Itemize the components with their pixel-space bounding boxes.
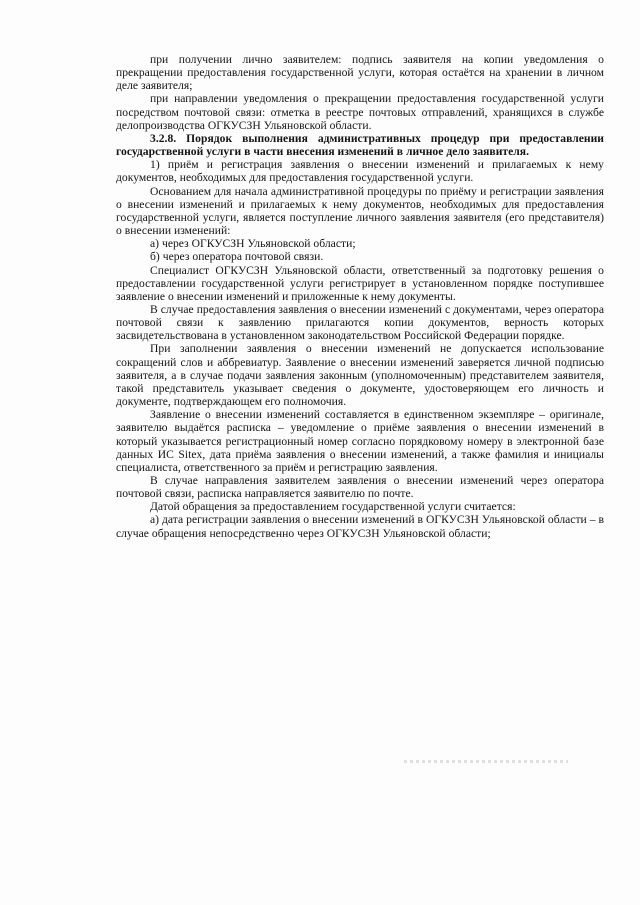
paragraph-receipt-signature: при получении лично заявителем: подпись заявителя на копии уведомления о прекращении предоставления государственной услуги, которая остаётся на хранении в личном деле заявителя;: [116, 53, 604, 93]
paragraph-postal-copies: В случае предоставления заявления о внесении изменений с документами, через оператора почтовой связи к заявлению прилагаются копии документов, верность которых засвидетельствована в установленном законодательством Российской Федерации порядке.: [116, 302, 604, 343]
paragraph-specialist: Специалист ОГКУСЗН Ульяновской области, ответственный за подготовку решения о предоставлении государственной услуги регистрирует в установленном порядке поступившее заявление о внесении изменений и приложенные к нему документы.: [116, 263, 604, 303]
section-heading-3-2-8: 3.2.8. Порядок выполнения административных процедур при предоставлении государственной услуги в части внесения изменений в личное дело заявителя.: [116, 131, 604, 159]
paragraph-step-1: 1) приём и регистрация заявления о внесении изменений и прилагаемых к нему документов, необходимых для предоставления государственной услуги.: [116, 158, 604, 185]
list-item-a: а) через ОГКУСЗН Ульяновской области;: [150, 237, 356, 251]
paragraph-date-item-a: а) дата регистрации заявления о внесении изменений в ОГКУСЗН Ульяновской области – в случае обращения непосредственно через ОГКУСЗН Ульяновской области;: [116, 513, 604, 540]
document-body: [116, 53, 604, 540]
paragraph-grounds: Основанием для начала административной процедуры по приёму и регистрации заявления о внесении изменений и прилагаемых к нему документов, необходимых для предоставления государственной услуги, является поступление личного заявления заявителя (его представителя) о внесении изменений:: [116, 184, 604, 238]
paragraph-postal-notice: при направлении уведомления о прекращении предоставления государственной услуги посредством почтовой связи: отметка в реестре почтовых отправлений, хранящихся в службе делопроизводства ОГКУСЗН Ульяновской области.: [116, 92, 604, 132]
paragraph-date-of-request: Датой обращения за предоставлением государственной услуги считается:: [150, 500, 516, 514]
list-item-b: б) через оператора почтовой связи.: [150, 250, 324, 264]
scan-artifact-mark: [404, 760, 568, 763]
paragraph-single-copy: Заявление о внесении изменений составляется в единственном экземпляре – оригинале, заявителю выдаётся расписка – уведомление о приёме заявления о внесении изменений в который указывается регистрационный номер согласно порядковому номеру в электронной базе данных ИС Sitex, дата приёма заявления о внесении изменений, а также фамилия и инициалы специалиста, ответственного за приём и регистрацию заявления.: [116, 408, 604, 474]
paragraph-postal-receipt: В случае направления заявителем заявления о внесении изменений через оператора почтовой связи, расписка направляется заявителю по почте.: [116, 474, 604, 501]
paragraph-filling-rules: При заполнении заявления о внесении изменений не допускается использование сокращений слов и аббревиатур. Заявление о внесении изменений заверяется личной подписью заявителя, а в случае подачи заявления законным (уполномоченным) представителем заявителя, такой представитель указывает сведения о документе, удостоверяющем его личность и документе, подтверждающем его полномочия.: [116, 342, 604, 409]
